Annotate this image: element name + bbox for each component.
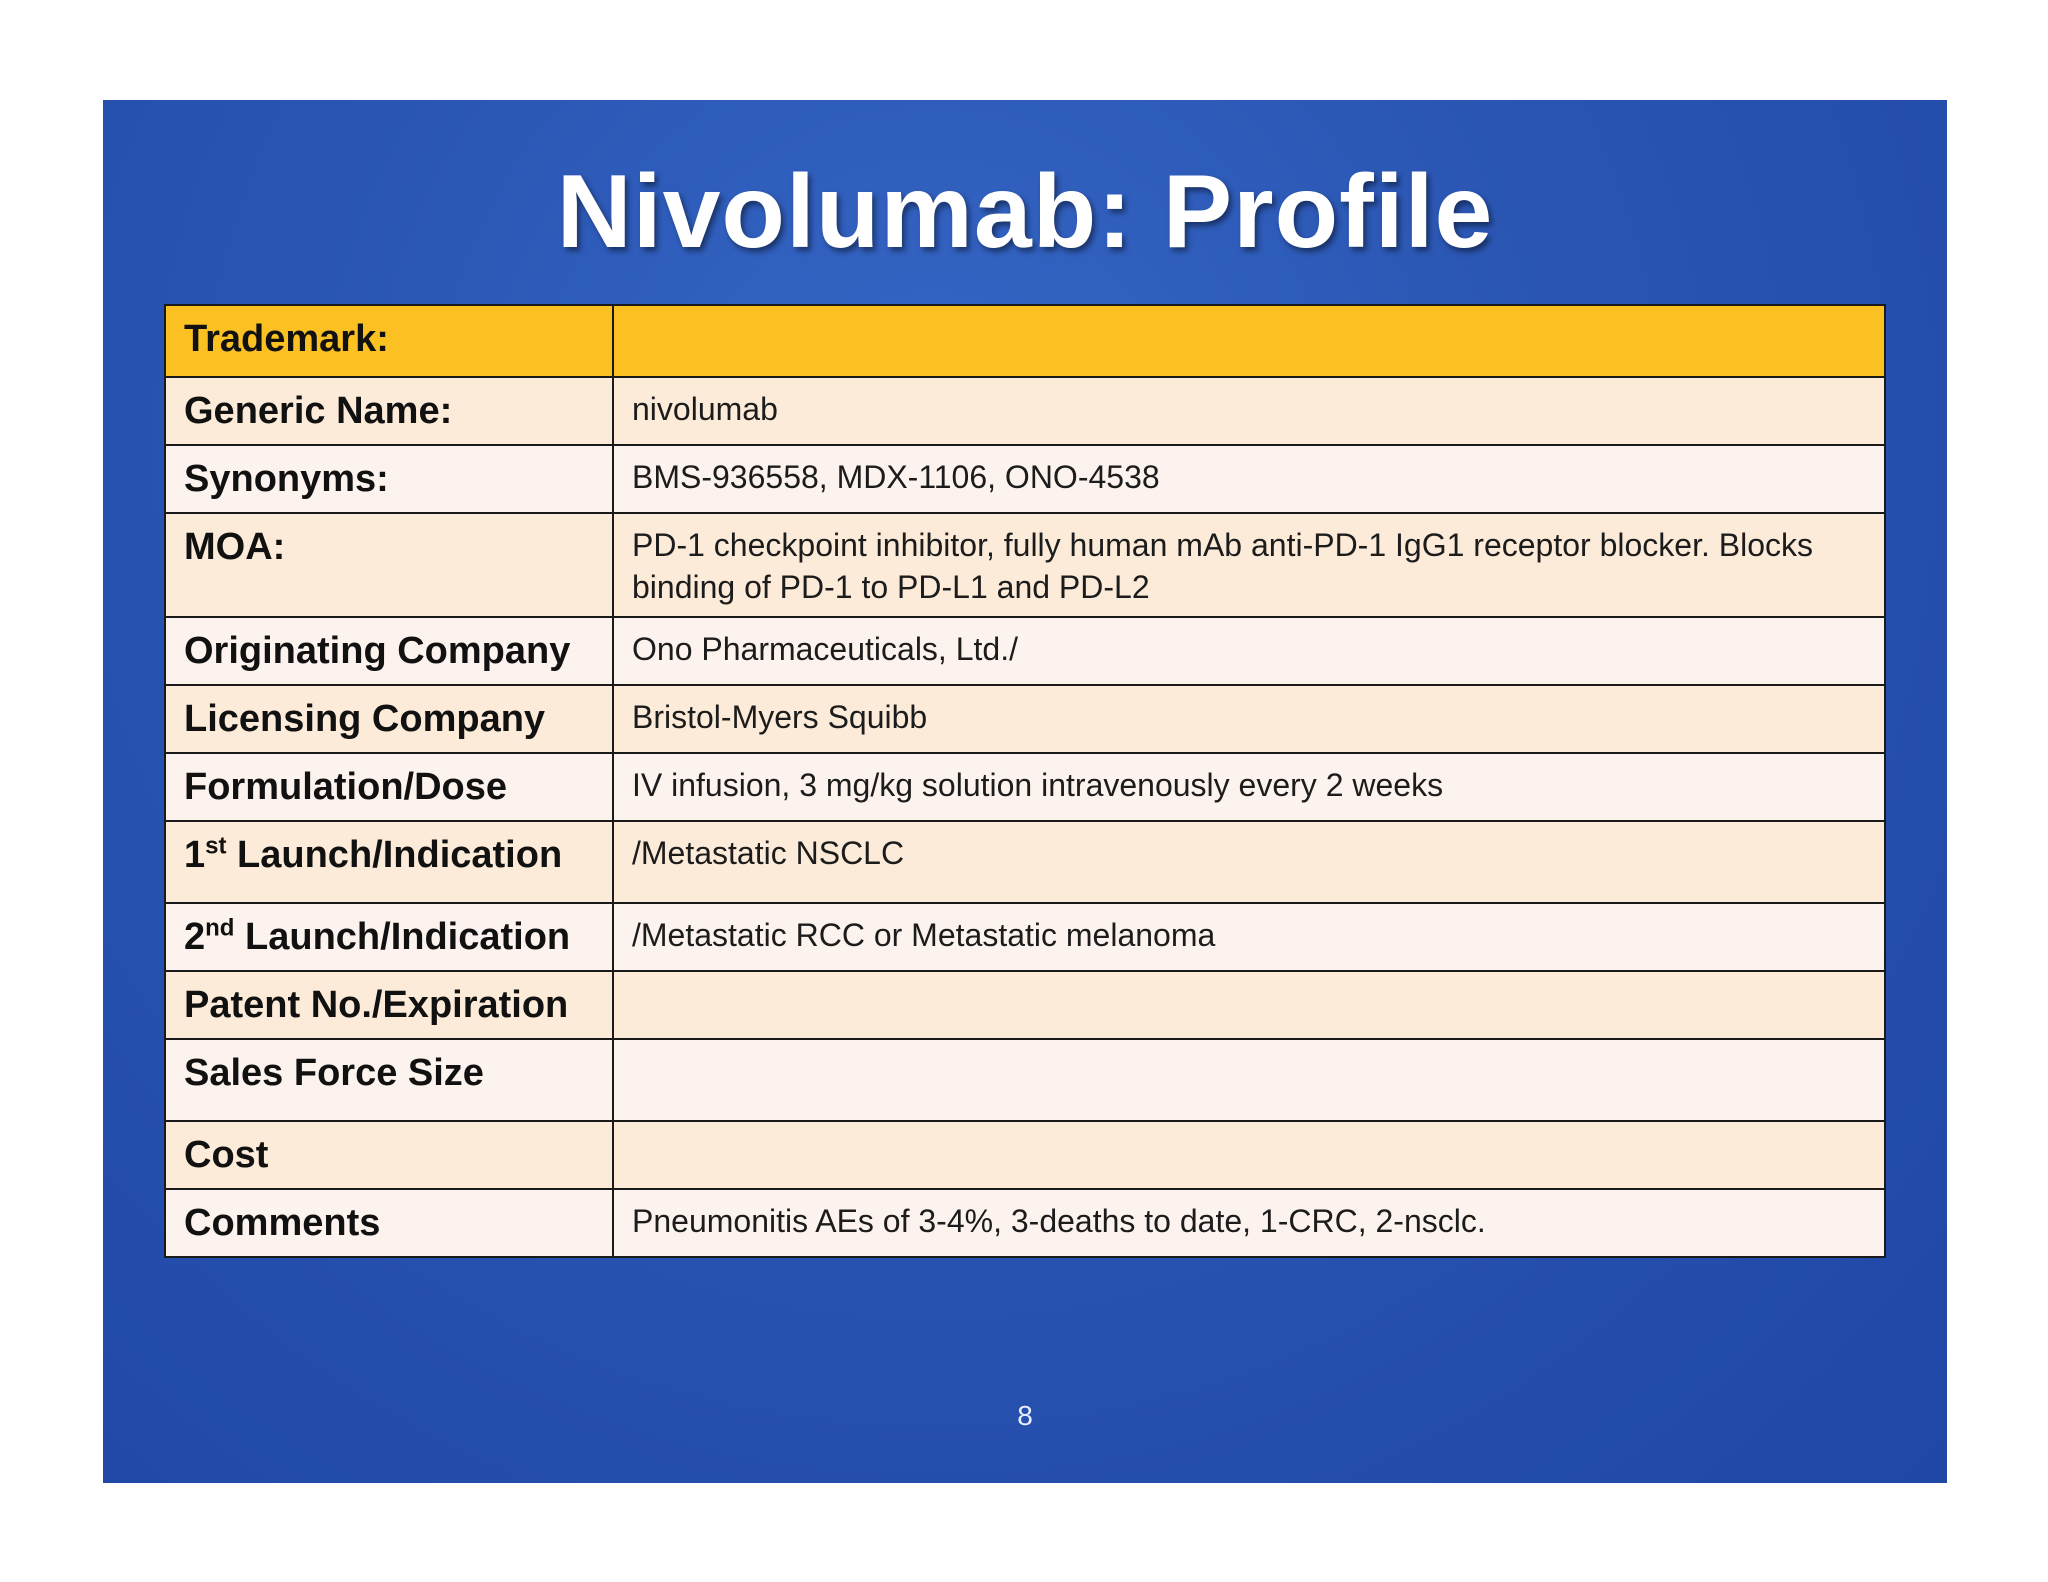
row-label: Cost (165, 1121, 613, 1189)
slide-title: Nivolumab: Profile (556, 154, 1494, 270)
row-value: /Metastatic NSCLC (613, 821, 1885, 903)
table-row-moa (165, 513, 1885, 617)
row-value: Pneumonitis AEs of 3-4%, 3-deaths to date, 1-CRC, 2-nsclc. (613, 1189, 1885, 1257)
row-label (165, 903, 613, 971)
row-value (613, 971, 1885, 1039)
table-row-sales-force (165, 1039, 1885, 1121)
table-row-formulation-dose (165, 753, 1885, 821)
table-row-licensing-company (165, 685, 1885, 753)
ordinal-number: 1 (184, 834, 206, 876)
row-label: Synonyms: (165, 445, 613, 513)
ordinal-suffix: st (205, 832, 227, 860)
profile-table (164, 304, 1886, 1258)
slide (103, 100, 1947, 1483)
table-row-comments (165, 1189, 1885, 1257)
row-label: Licensing Company (165, 685, 613, 753)
row-label (165, 821, 613, 903)
row-value: nivolumab (613, 377, 1885, 445)
row-value: PD-1 checkpoint inhibitor, fully human mAb anti-PD-1 IgG1 receptor blocker. Blocks binding of PD-1 to PD-L1 and PD-L2 (613, 513, 1885, 617)
row-label: Formulation/Dose (165, 753, 613, 821)
page-number: 8 (1017, 1400, 1033, 1431)
row-value: Bristol-Myers Squibb (613, 685, 1885, 753)
table-row-generic-name (165, 377, 1885, 445)
row-value: BMS-936558, MDX-1106, ONO-4538 (613, 445, 1885, 513)
table-row-cost (165, 1121, 1885, 1189)
row-value: Ono Pharmaceuticals, Ltd./ (613, 617, 1885, 685)
table-row-originating-company (165, 617, 1885, 685)
table-row-second-launch (165, 903, 1885, 971)
row-label: Trademark: (165, 305, 613, 377)
row-label: Sales Force Size (165, 1039, 613, 1121)
ordinal-suffix: nd (205, 914, 235, 942)
label-text: Launch/Indication (234, 916, 571, 958)
ordinal-number: 2 (184, 916, 206, 958)
row-label: Originating Company (165, 617, 613, 685)
row-label: Comments (165, 1189, 613, 1257)
table-row-patent (165, 971, 1885, 1039)
row-value (613, 1039, 1885, 1121)
table-row-synonyms (165, 445, 1885, 513)
row-label: Patent No./Expiration (165, 971, 613, 1039)
row-value (613, 305, 1885, 377)
table-row-first-launch (165, 821, 1885, 903)
table-row-trademark (165, 305, 1885, 377)
row-value: IV infusion, 3 mg/kg solution intravenously every 2 weeks (613, 753, 1885, 821)
row-value (613, 1121, 1885, 1189)
label-text: Launch/Indication (226, 834, 563, 876)
row-label: MOA: (165, 513, 613, 617)
row-value: /Metastatic RCC or Metastatic melanoma (613, 903, 1885, 971)
row-label: Generic Name: (165, 377, 613, 445)
